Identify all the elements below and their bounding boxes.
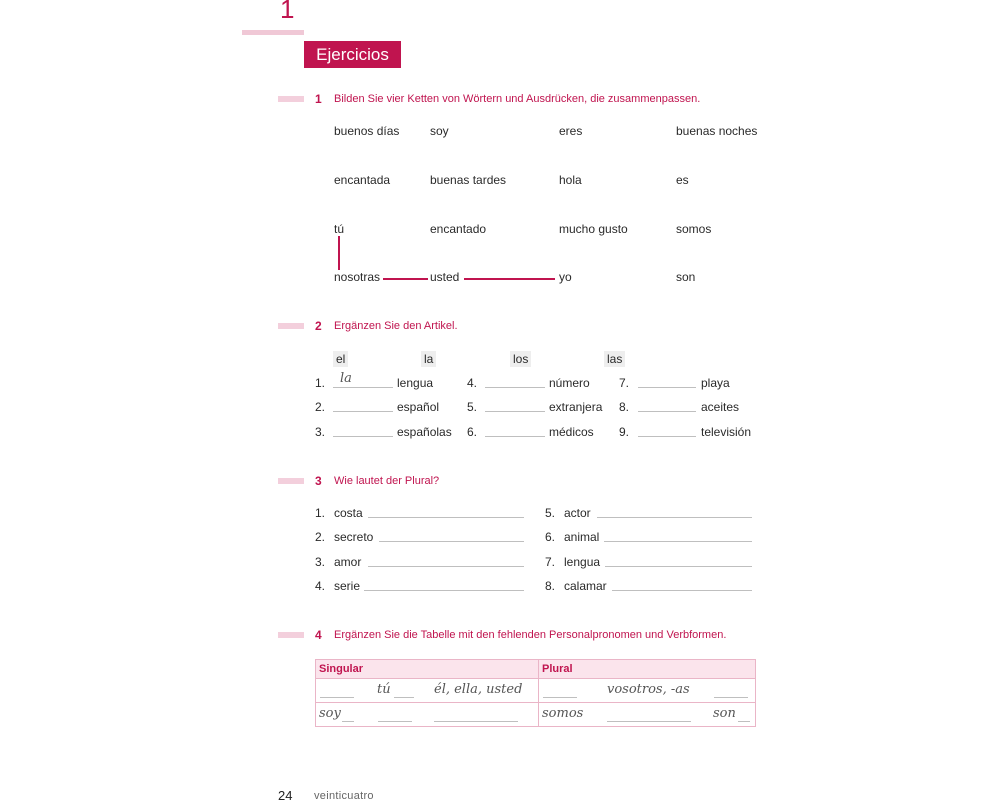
word-buenos-dias: buenos días <box>334 124 400 138</box>
article-blank[interactable] <box>638 411 696 412</box>
article-item-number: 2. <box>315 400 326 414</box>
exercise-1-number: 1 <box>315 92 322 106</box>
article-noun: español <box>397 400 440 414</box>
article-blank[interactable] <box>333 436 393 437</box>
plural-word: lengua <box>564 555 601 569</box>
plural-word: serie <box>334 579 361 593</box>
word-nosotras: nosotras <box>334 270 381 284</box>
chain-line-vertical <box>338 236 340 270</box>
table-cell-el-ella-usted: él, ella, usted <box>434 682 523 697</box>
exercise-4-number: 4 <box>315 628 322 642</box>
word-somos: somos <box>676 222 712 236</box>
table-header-plural: Plural <box>539 660 755 678</box>
chain-line-nosotras-usted <box>383 278 428 280</box>
table-divider-vertical <box>538 660 539 726</box>
article-item-number: 1. <box>315 376 326 390</box>
article-noun: televisión <box>701 425 752 439</box>
word-tu: tú <box>334 222 345 236</box>
table-blank[interactable] <box>607 721 691 722</box>
article-blank[interactable] <box>638 387 696 388</box>
exercise-2-instruction: Ergänzen Sie den Artikel. <box>334 320 458 332</box>
plural-item-number: 4. <box>315 579 326 593</box>
plural-item-number: 7. <box>545 555 556 569</box>
article-answer: la <box>340 371 352 386</box>
article-noun: número <box>549 376 590 390</box>
table-blank[interactable] <box>394 697 414 698</box>
section-title: Ejercicios <box>304 41 401 68</box>
plural-blank[interactable] <box>604 541 752 542</box>
plural-word: secreto <box>334 530 374 544</box>
word-soy: soy <box>430 124 449 138</box>
article-noun: extranjera <box>549 400 603 414</box>
article-blank[interactable] <box>333 411 393 412</box>
plural-word: calamar <box>564 579 607 593</box>
table-cell-tu: tú <box>377 682 391 697</box>
exercise-4-instruction: Ergänzen Sie die Tabelle mit den fehlenden Personalpronomen und Verbformen. <box>334 629 727 641</box>
article-item-number: 9. <box>619 425 630 439</box>
article-item-number: 4. <box>467 376 478 390</box>
plural-word: animal <box>564 530 600 544</box>
plural-blank[interactable] <box>364 590 524 591</box>
article-chip-el: el <box>333 351 348 367</box>
plural-blank[interactable] <box>597 517 752 518</box>
plural-item-number: 1. <box>315 506 326 520</box>
article-blank[interactable] <box>638 436 696 437</box>
chain-line-usted-yo <box>464 278 555 280</box>
article-blank[interactable] <box>485 436 545 437</box>
plural-blank[interactable] <box>605 566 752 567</box>
article-item-number: 8. <box>619 400 630 414</box>
chapter-number: 1 <box>280 0 295 24</box>
word-yo: yo <box>559 270 572 284</box>
word-es: es <box>676 173 689 187</box>
article-noun: lengua <box>397 376 434 390</box>
article-item-number: 5. <box>467 400 478 414</box>
article-chip-la: la <box>421 351 436 367</box>
table-divider <box>316 678 755 679</box>
article-noun: médicos <box>549 425 594 439</box>
word-encantado: encantado <box>430 222 487 236</box>
word-eres: eres <box>559 124 583 138</box>
plural-item-number: 6. <box>545 530 556 544</box>
table-header-singular: Singular <box>316 660 538 678</box>
plural-blank[interactable] <box>368 517 524 518</box>
word-buenas-noches: buenas noches <box>676 124 758 138</box>
exercise-3-number: 3 <box>315 474 322 488</box>
word-hola: hola <box>559 173 582 187</box>
exercise-2-number: 2 <box>315 319 322 333</box>
plural-item-number: 5. <box>545 506 556 520</box>
article-noun: playa <box>701 376 730 390</box>
plural-word: costa <box>334 506 363 520</box>
article-item-number: 6. <box>467 425 478 439</box>
table-blank[interactable] <box>543 697 577 698</box>
word-encantada: encantada <box>334 173 391 187</box>
exercise-1-instruction: Bilden Sie vier Ketten von Wörtern und Ausdrücken, die zusammenpassen. <box>334 93 701 105</box>
article-noun: aceites <box>701 400 740 414</box>
plural-blank[interactable] <box>612 590 752 591</box>
article-blank[interactable] <box>333 387 393 388</box>
word-buenas-tardes: buenas tardes <box>430 173 507 187</box>
table-blank[interactable] <box>342 721 354 722</box>
article-item-number: 7. <box>619 376 630 390</box>
plural-word: actor <box>564 506 591 520</box>
plural-blank[interactable] <box>379 541 524 542</box>
page-number-word: veinticuatro <box>314 790 374 802</box>
plural-item-number: 8. <box>545 579 556 593</box>
article-chip-las: las <box>604 351 625 367</box>
page-number: 24 <box>278 788 293 803</box>
article-chip-los: los <box>510 351 531 367</box>
exercise-4-bar <box>278 632 304 638</box>
pronoun-verb-table <box>315 659 756 727</box>
exercise-3-instruction: Wie lautet der Plural? <box>334 475 440 487</box>
article-item-number: 3. <box>315 425 326 439</box>
word-mucho-gusto: mucho gusto <box>559 222 628 236</box>
table-cell-son: son <box>713 706 736 721</box>
article-blank[interactable] <box>485 411 545 412</box>
plural-word: amor <box>334 555 362 569</box>
exercise-3-bar <box>278 478 304 484</box>
exercise-2-bar <box>278 323 304 329</box>
table-cell-vosotros: vosotros, -as <box>607 682 690 697</box>
article-noun: españolas <box>397 425 452 439</box>
table-cell-somos: somos <box>542 706 584 721</box>
plural-item-number: 3. <box>315 555 326 569</box>
table-divider <box>316 702 755 703</box>
table-blank[interactable] <box>320 697 354 698</box>
word-usted: usted <box>430 270 460 284</box>
plural-item-number: 2. <box>315 530 326 544</box>
table-blank[interactable] <box>714 697 748 698</box>
article-blank[interactable] <box>485 387 545 388</box>
table-blank[interactable] <box>378 721 412 722</box>
table-cell-soy: soy <box>319 706 341 721</box>
plural-blank[interactable] <box>368 566 524 567</box>
table-blank[interactable] <box>738 721 750 722</box>
chapter-bar <box>242 30 304 35</box>
table-blank[interactable] <box>434 721 518 722</box>
word-son: son <box>676 270 696 284</box>
exercise-1-bar <box>278 96 304 102</box>
